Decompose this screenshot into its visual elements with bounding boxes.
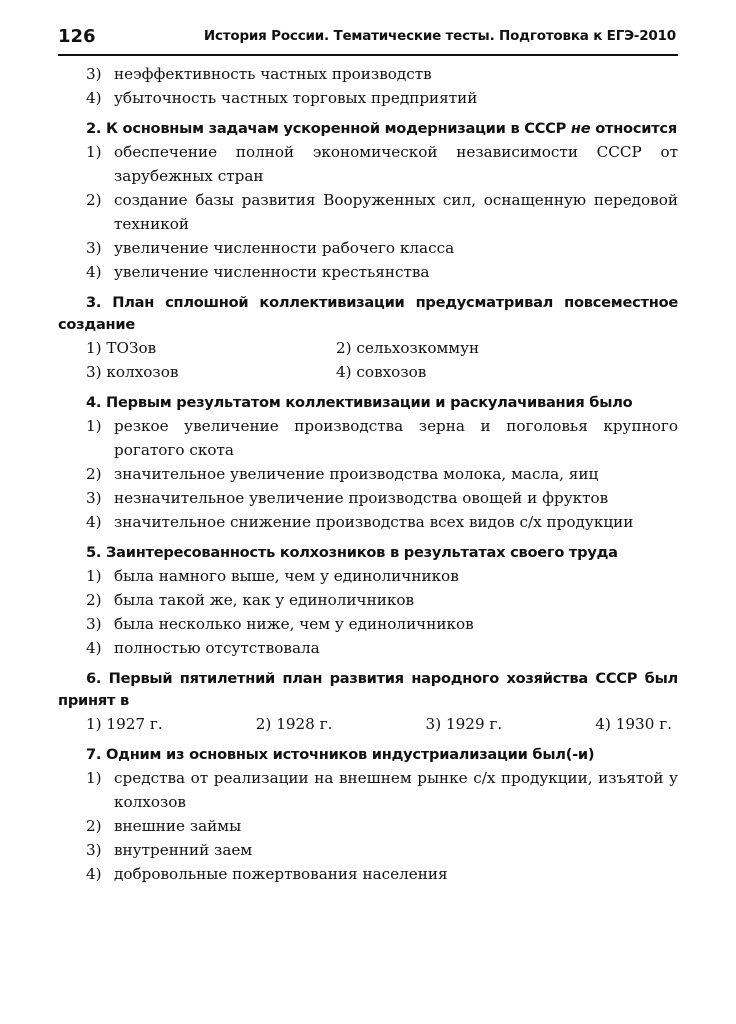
option-number: 3) (86, 239, 102, 257)
option-text: была несколько ниже, чем у единоличников (114, 615, 474, 633)
running-title: История России. Тематические тесты. Подготовка к ЕГЭ-2010 (203, 28, 676, 44)
answer-option (58, 86, 678, 110)
option-text: значительное снижение производства всех видов с/х продукции (114, 513, 634, 531)
options-column (336, 336, 586, 384)
option-number: 1) (86, 715, 102, 733)
option-text: 1927 г. (106, 715, 163, 733)
answer-option (336, 360, 586, 384)
question-title: 3. План сплошной коллективизации предусматривал повсеместное создание (58, 294, 678, 333)
option-number: 3) (425, 715, 442, 733)
question-title: 7. Одним из основных источников индустриализации был(-и) (86, 746, 595, 763)
option-text: сельхозкоммун (356, 339, 480, 357)
option-text: была намного выше, чем у единоличников (114, 567, 459, 585)
answer-option (426, 712, 503, 736)
option-number: 3) (86, 363, 102, 381)
question-title: 5. Заинтересованность колхозников в результатах своего труда (86, 544, 618, 561)
answer-option (58, 588, 678, 612)
running-header (58, 20, 678, 56)
question-emphasis: не (570, 120, 591, 137)
option-text: создание базы развития Вооруженных сил, оснащенную передовой техникой (114, 191, 678, 233)
option-number: 3) (86, 841, 102, 859)
answer-option (58, 862, 678, 886)
answer-option (58, 486, 678, 510)
option-text: значительное увеличение производства молока, масла, яиц (114, 465, 599, 483)
option-number: 4) (86, 639, 102, 657)
options-row (58, 712, 678, 736)
answer-option (58, 814, 678, 838)
option-number: 4) (86, 865, 102, 883)
answer-option (58, 564, 678, 588)
option-text: резкое увеличение производства зерна и поголовья крупного рогатого скота (114, 417, 678, 459)
option-text: увеличение численности рабочего класса (114, 239, 455, 257)
option-number: 4) (86, 89, 102, 107)
option-number: 4) (595, 715, 611, 733)
option-text: внешние займы (114, 817, 242, 835)
question-title: 6. Первый пятилетний план развития народного хозяйства СССР был принят в (58, 670, 678, 709)
options-column (86, 336, 336, 384)
option-number: 1) (86, 769, 102, 787)
option-number: 2) (86, 817, 102, 835)
answer-option (256, 712, 333, 736)
answer-option (58, 62, 678, 86)
option-number: 4) (336, 363, 352, 381)
option-text: неэффективность частных производств (114, 65, 432, 83)
option-number: 4) (86, 513, 102, 531)
option-number: 4) (86, 263, 102, 281)
question-text: 2. К основным задачам ускоренной модернизации в СССР (86, 120, 571, 137)
option-number: 1) (86, 339, 102, 357)
question-text-end: относится (590, 120, 677, 137)
option-text: обеспечение полной экономической независимости СССР от зарубежных стран (114, 143, 678, 185)
option-text: убыточность частных торговых предприятий (114, 89, 478, 107)
option-number: 1) (86, 417, 102, 435)
answer-option (86, 712, 163, 736)
option-number: 2) (86, 465, 102, 483)
answer-option (58, 140, 678, 188)
option-text: внутренний заем (114, 841, 253, 859)
answer-option (58, 838, 678, 862)
option-text: совхозов (356, 363, 427, 381)
answer-option (336, 336, 586, 360)
question-title: 4. Первым результатом коллективизации и раскулачивания было (86, 394, 633, 411)
answer-option (58, 510, 678, 534)
options-grid (58, 336, 678, 384)
option-number: 1) (86, 143, 102, 161)
option-text: средства от реализации на внешнем рынке с/х продукции, изъятой у колхозов (114, 769, 678, 811)
answer-option (595, 712, 672, 736)
page-number: 126 (58, 26, 96, 47)
answer-option (58, 188, 678, 236)
option-text: увеличение численности крестьянства (114, 263, 430, 281)
answer-option (86, 360, 336, 384)
option-number: 2) (336, 339, 352, 357)
option-number: 3) (86, 615, 102, 633)
answer-option (58, 260, 678, 284)
option-text: ТОЗов (106, 339, 157, 357)
page-content (58, 62, 678, 886)
option-text: 1930 г. (615, 715, 672, 733)
option-number: 2) (86, 591, 102, 609)
option-number: 3) (86, 65, 102, 83)
option-number: 2) (86, 191, 102, 209)
answer-option (58, 462, 678, 486)
answer-option (58, 414, 678, 462)
option-text: добровольные пожертвования населения (114, 865, 448, 883)
answer-option (58, 612, 678, 636)
option-text: 1929 г. (445, 715, 503, 733)
answer-option (86, 336, 336, 360)
option-text: полностью отсутствовала (114, 639, 320, 657)
option-text: незначительное увеличение производства овощей и фруктов (114, 489, 609, 507)
option-text: была такой же, как у единоличников (114, 591, 415, 609)
option-number: 3) (86, 489, 102, 507)
option-text: колхозов (106, 363, 179, 381)
option-number: 2) (255, 715, 272, 733)
question-title (58, 118, 678, 140)
answer-option (58, 766, 678, 814)
option-number: 1) (86, 567, 102, 585)
answer-option (58, 636, 678, 660)
answer-option (58, 236, 678, 260)
option-text: 1928 г. (276, 715, 333, 733)
